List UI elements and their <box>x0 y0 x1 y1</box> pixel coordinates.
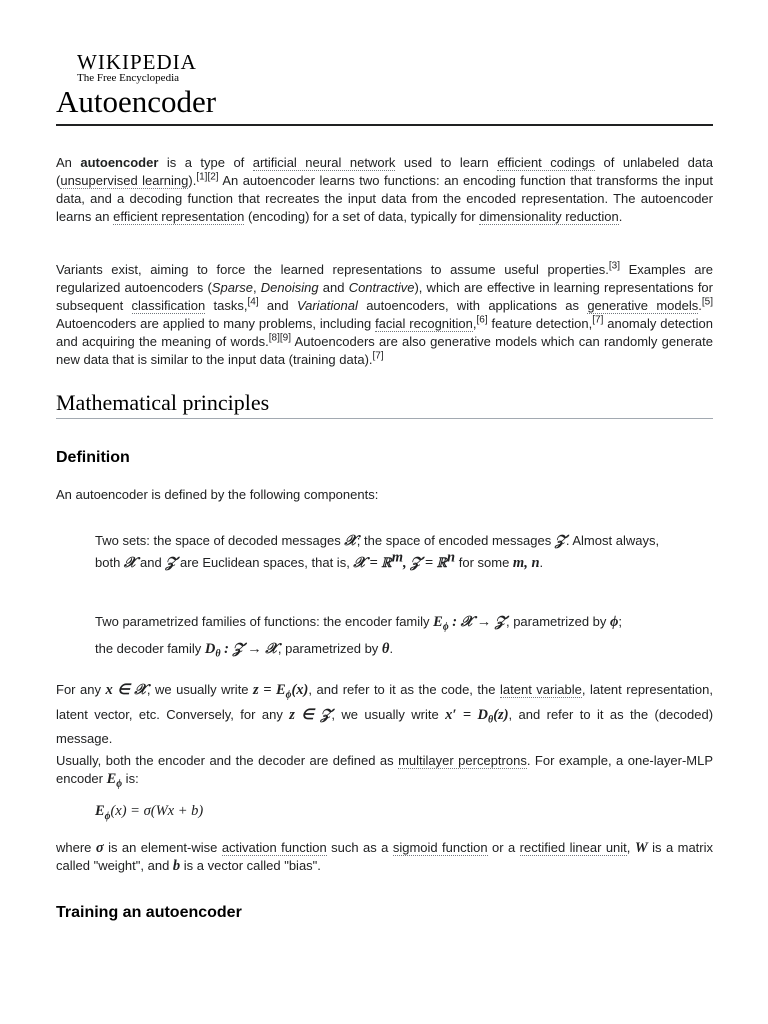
encoder-equation: $E_\phi(x) = \sigma(Wx + b)$ <box>95 803 204 822</box>
subsection-heading-training: Training an autoencoder <box>56 904 242 921</box>
link-facial-recognition[interactable]: facial recognition <box>375 316 473 331</box>
link-rectified-linear-unit[interactable]: rectified linear unit <box>519 840 627 855</box>
where-paragraph: where σ is an element-wise activation function such as a sigmoid function or a rectified linear unit, W is a matrix called "weight", and b is a vector called "bias". <box>56 840 714 874</box>
link-sigmoid-function[interactable]: sigmoid function <box>392 840 488 855</box>
intro-paragraph-2: Variants exist, aiming to force the learned representations to assume useful properties.[3] Examples are regularized autoencoders (Sparse, Denoising and Contractive), which are effective in learning representations for subsequent classification tasks,[4] and Variational autoencoders, with applications as generative models.[5] Autoencoders are applied to many problems, including facial recognition,[6] feature detection,[7] anomaly detection and acquiring the meaning of words.[8][9] Autoencoders are also generative models which can randomly generate new data that is similar to the input data (training data).[7] <box>56 260 714 367</box>
citation[interactable]: [6] <box>476 314 488 326</box>
link-artificial-neural-network[interactable]: artificial neural network <box>252 155 396 170</box>
citation[interactable]: [1][2] <box>196 171 219 183</box>
wikipedia-tagline: The Free Encyclopedia <box>77 72 180 84</box>
citation[interactable]: [3] <box>608 260 620 272</box>
link-activation-function[interactable]: activation function <box>221 840 327 855</box>
citation[interactable]: [8][9] <box>268 332 292 344</box>
page-title: Autoencoder <box>56 84 217 119</box>
intro-paragraph-1: An autoencoder is a type of artificial neural network used to learn efficient codings of unlabeled data (unsupervised learning).[1][2] An autoencoder learns two functions: an encoding function that transforms the input data, and a decoding function that recreates the input data from the encoded representation. The autoencoder learns an efficient representation (encoding) for a set of data, typically for dimensionality reduction. <box>56 155 713 224</box>
citation[interactable]: [7] <box>592 314 604 326</box>
link-multilayer-perceptrons[interactable]: multilayer perceptrons <box>398 753 527 768</box>
wikipedia-wordmark[interactable]: WIKIPEDIA <box>77 50 197 74</box>
link-classification[interactable]: classification <box>131 298 206 313</box>
code-paragraph: For any x ∈ 𝒳, we usually write $z = E_\phi(x)$, and refer to it as the code, the latent variable, latent representation, latent vector, etc. Conversely, for any z ∈ 𝒵, we usually write $x' = D_\theta(z)$, and refer to it as the (decoded) message. <box>56 682 714 747</box>
link-unsupervised-learning[interactable]: unsupervised learning <box>60 173 189 188</box>
link-generative-models[interactable]: generative models <box>587 298 699 313</box>
definition-item-functions: Two parametrized families of functions: the encoder family $E_\phi$ : 𝒳 → 𝒵, parametrized by ϕ; the decoder family $D_\theta$ : 𝒵 → 𝒳, parametrized by θ. <box>95 614 623 660</box>
section-divider <box>56 418 713 419</box>
title-divider <box>56 124 713 126</box>
definition-item-sets: Two sets: the space of decoded messages 𝒳; the space of encoded messages 𝒵. Almost always, both 𝒳 and 𝒵 are Euclidean spaces, that is, 𝒳 = ℝ$^m$, 𝒵 = ℝ$^n$ for some m, n. <box>95 533 660 571</box>
citation[interactable]: [7] <box>372 350 384 362</box>
citation[interactable]: [4] <box>247 296 259 308</box>
link-efficient-representation[interactable]: efficient representation <box>113 209 245 224</box>
link-dimensionality-reduction[interactable]: dimensionality reduction <box>479 209 619 224</box>
link-efficient-codings[interactable]: efficient codings <box>497 155 596 170</box>
mlp-paragraph: Usually, both the encoder and the decoder are defined as multilayer perceptrons. For example, a one-layer-MLP encoder $E_\phi$ is: <box>56 753 713 790</box>
link-latent-variable[interactable]: latent variable <box>500 682 582 697</box>
section-heading-mathematical-principles: Mathematical principles <box>56 390 270 415</box>
citation[interactable]: [5] <box>701 296 713 308</box>
definition-intro: An autoencoder is defined by the following components: <box>56 487 379 502</box>
subsection-heading-definition: Definition <box>56 449 130 466</box>
